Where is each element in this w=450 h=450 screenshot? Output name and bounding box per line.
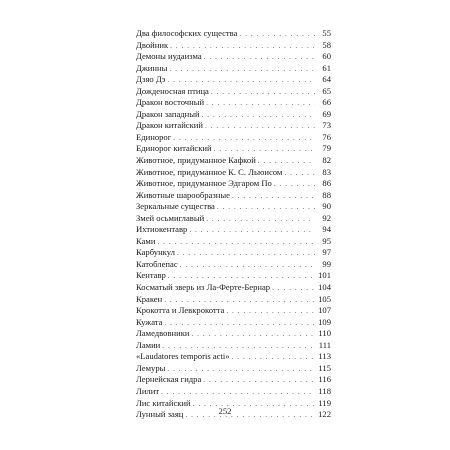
toc-entry-title: Лемуры <box>136 362 166 373</box>
toc-entry-page: 118 <box>318 385 331 396</box>
leader-dots <box>211 87 315 99</box>
toc-entry-title: Два философских существа <box>136 28 238 38</box>
toc-entry-page: 79 <box>322 143 331 154</box>
toc-entry-title: Змей осьмиглавый <box>136 212 205 223</box>
toc-entry-title: Единорог <box>136 131 172 142</box>
toc-entry-title: Лилит <box>136 385 160 396</box>
toc-entry-title: Крокотта и Левкрокотта <box>136 305 225 316</box>
toc-entry-title: Лернейская гидра <box>136 374 202 385</box>
toc-entry-page: 111 <box>318 339 331 350</box>
toc-entry-page: 92 <box>322 212 331 223</box>
leader-dots <box>206 214 315 226</box>
toc-entry-title: Катоблепас <box>136 258 178 269</box>
toc-entry-page: 99 <box>322 258 331 269</box>
toc-entry-title: Дожденосная птица <box>136 85 209 96</box>
toc-entry <box>136 282 331 294</box>
toc-entry <box>136 386 331 398</box>
toc-entry-page: 94 <box>322 224 331 235</box>
toc-entry-page: 104 <box>318 282 331 293</box>
toc-entry <box>136 201 331 213</box>
leader-dots <box>169 64 315 76</box>
toc-entry-page: 119 <box>318 397 331 408</box>
toc-entry-page: 122 <box>318 409 331 420</box>
toc-entry <box>136 259 331 271</box>
leader-dots <box>206 98 315 110</box>
toc-entry-page: 69 <box>322 108 331 119</box>
toc-entry-title: «Laudatores temporis acti» <box>136 351 230 362</box>
toc-entry-page: 105 <box>318 293 331 304</box>
leader-dots <box>232 352 315 364</box>
toc-entry-title: Ихтиокентавр <box>136 224 188 235</box>
toc-entry-page: 82 <box>322 155 331 166</box>
toc-entry-title: Кужата <box>136 316 163 327</box>
toc-entry-page: 65 <box>322 85 331 96</box>
toc-entry <box>136 74 331 86</box>
leader-dots <box>189 225 315 237</box>
toc-entry-page: 55 <box>322 28 331 38</box>
toc-entry-page: 95 <box>322 235 331 246</box>
toc-entry-page: 58 <box>322 39 331 50</box>
toc-entry-page: 101 <box>318 270 331 281</box>
toc-entry <box>136 40 331 52</box>
toc-entry <box>136 236 331 248</box>
toc-entry-page: 73 <box>322 120 331 131</box>
toc-entry-title: Дракон восточный <box>136 97 205 108</box>
toc-entry-page: 109 <box>318 316 331 327</box>
toc-entry-page: 61 <box>322 62 331 73</box>
toc-entry-page: 88 <box>322 189 331 200</box>
leader-dots <box>272 283 315 295</box>
toc-entry-title: Лунный заяц <box>136 409 184 420</box>
toc-entry-page: 64 <box>322 74 331 85</box>
toc-entry <box>136 155 331 167</box>
toc-entry <box>136 63 331 75</box>
toc-entry-page: 110 <box>318 328 331 339</box>
toc-entry <box>136 270 331 282</box>
leader-dots <box>239 29 315 41</box>
toc-entry-title: Кракен <box>136 293 163 304</box>
leader-dots <box>191 329 315 341</box>
toc-entry <box>136 167 331 179</box>
toc-entry-page: 86 <box>322 178 331 189</box>
toc-entry <box>136 363 331 375</box>
toc-entry-title: Ламедвовники <box>136 328 190 339</box>
toc-entry <box>136 340 331 352</box>
toc-entry <box>136 374 331 386</box>
toc-entry-title: Дзяо Дэ <box>136 74 166 85</box>
toc-entry <box>136 224 331 236</box>
toc-entry-title: Ками <box>136 235 156 246</box>
toc-entry-page: 66 <box>322 97 331 108</box>
toc-entry-title: Двойник <box>136 39 169 50</box>
toc-entry-page: 116 <box>318 374 331 385</box>
toc-entry-page: 113 <box>318 351 331 362</box>
toc-entry <box>136 132 331 144</box>
toc-entry-title: Карбункул <box>136 247 175 258</box>
toc-entry-title: Кентавр <box>136 270 166 281</box>
toc-entry-page: 97 <box>322 247 331 258</box>
leader-dots <box>203 375 315 387</box>
toc-entry-title: Животное, придуманное Эдгаром По <box>136 178 272 189</box>
toc-entry-title: Ламии <box>136 339 161 350</box>
toc-entry-title: Косматый зверь из Ла-Ферте-Бернар <box>136 282 271 293</box>
toc-entry-title: Животное, придуманное К. С. Льюисом <box>136 166 283 177</box>
toc-entry <box>136 213 331 225</box>
toc-entry-page: 115 <box>318 362 331 373</box>
toc-entry <box>136 143 331 155</box>
leader-dots <box>217 202 315 214</box>
toc-entry <box>136 351 331 363</box>
leader-dots <box>157 237 315 249</box>
toc-entry <box>136 97 331 109</box>
toc-entry-title: Дракон китайский <box>136 120 203 131</box>
toc-entry <box>136 178 331 190</box>
toc-entry <box>136 51 331 63</box>
leader-dots <box>226 306 315 318</box>
toc-entry-title: Зеркальные существа <box>136 201 215 212</box>
leader-dots <box>274 179 315 191</box>
toc-entry-title: Джинны <box>136 62 168 73</box>
toc-entry-page: 90 <box>322 201 331 212</box>
toc-entry <box>136 86 331 98</box>
toc-entry-title: Лис китайский <box>136 397 191 408</box>
toc-entry <box>136 109 331 121</box>
toc-entry-page: 76 <box>322 131 331 142</box>
toc-entry <box>136 328 331 340</box>
leader-dots <box>204 52 315 64</box>
leader-dots <box>180 260 315 272</box>
toc-entry-title: Дракон западный <box>136 108 200 119</box>
leader-dots <box>284 168 315 180</box>
toc-entry-title: Животные шарообразные <box>136 189 230 200</box>
toc-entry-title: Демоны иудаизма <box>136 51 202 62</box>
toc-entry <box>136 294 331 306</box>
toc-entry <box>136 317 331 329</box>
table-of-contents <box>136 28 331 421</box>
leader-dots <box>177 248 315 260</box>
toc-entry <box>136 247 331 259</box>
toc-entry-page: 83 <box>322 166 331 177</box>
toc-entry <box>136 120 331 132</box>
toc-entry-page: 60 <box>322 51 331 62</box>
leader-dots <box>205 121 315 133</box>
leader-dots <box>232 191 315 203</box>
page-number: 252 <box>218 406 232 416</box>
toc-entry-page: 107 <box>318 305 331 316</box>
leader-dots <box>202 110 315 122</box>
toc-entry-title: Единорог китайский <box>136 143 212 154</box>
toc-entry <box>136 305 331 317</box>
toc-entry <box>136 28 331 40</box>
toc-entry <box>136 190 331 202</box>
toc-entry-title: Животное, придуманное Кафкой <box>136 155 256 166</box>
